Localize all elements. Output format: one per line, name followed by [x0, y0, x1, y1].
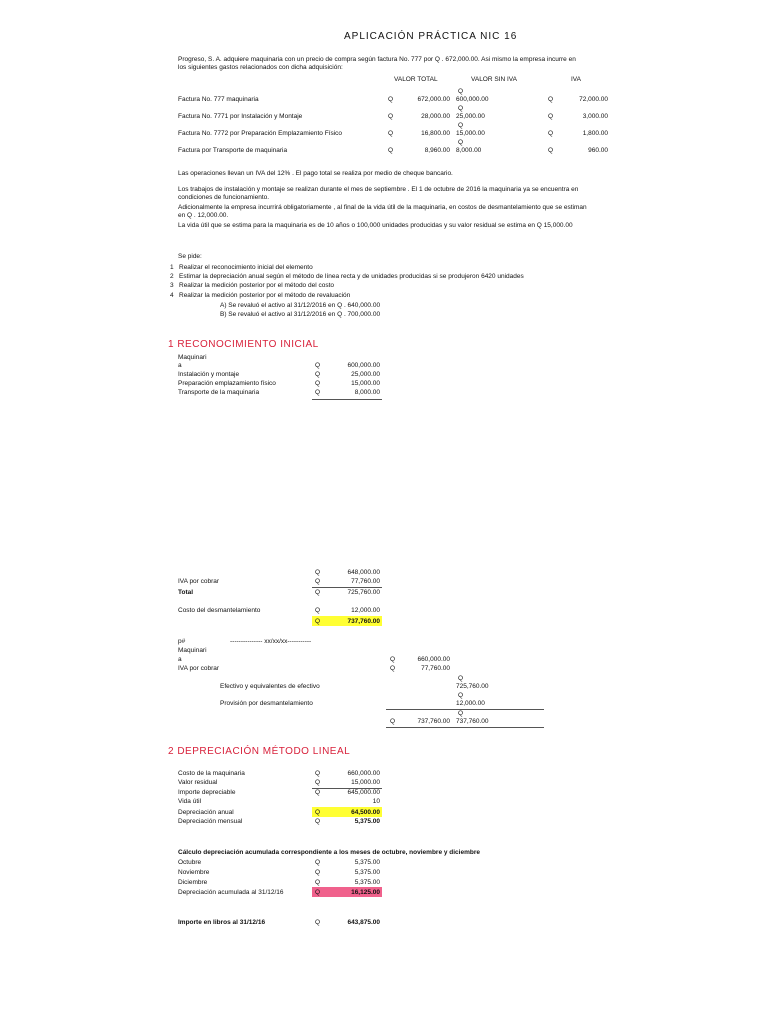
cur-q: Q — [458, 105, 464, 112]
intro-line-2: los siguientes gastos relacionados con dicha adquisición: — [178, 64, 343, 71]
month-label: Octubre — [178, 859, 202, 866]
cur-q: Q — [315, 789, 321, 796]
purchase-iva: 960.00 — [588, 147, 608, 154]
task-text: Estimar la depreciación anual según el método de línea recta y de unidades producidas si se produjeron 6420 unidades — [179, 273, 524, 280]
dep-row-value: 64,500.00 — [351, 809, 380, 816]
note-desmantelamiento-1: Adicionalmente la empresa incurrirá obligatoriamente , al final de la vida útil de la maquinaria, en costos de desmantelamiento que se estiman — [178, 204, 587, 211]
journal-efectivo-label: Efectivo y equivalentes de efectivo — [220, 683, 320, 690]
journal-dashes: --------------- xx/xx/xx----------- — [230, 638, 312, 645]
cur-q: Q — [315, 380, 321, 387]
cur-q: Q — [458, 139, 464, 146]
cur-q: Q — [315, 589, 321, 596]
dep-row-label: Importe depreciable — [178, 789, 236, 796]
total-label: Total — [178, 589, 194, 596]
task-number: 3 — [170, 282, 174, 289]
section-1-heading: 1 RECONOCIMIENTO INICIAL — [168, 339, 319, 350]
purchase-siniva: 25,000.00 — [456, 113, 485, 120]
header-valor-total: VALOR TOTAL — [394, 76, 438, 83]
journal-iva-value: 77,760.00 — [421, 665, 450, 672]
task-number: 1 — [170, 264, 174, 271]
total-divider — [312, 587, 382, 588]
item-label-cont: a — [178, 362, 182, 369]
cur-q: Q — [315, 618, 321, 625]
dep-row-value: 15,000.00 — [351, 779, 380, 786]
item-label: Transporte de la maquinaria — [178, 389, 260, 396]
item-label: Instalación y montaje — [178, 371, 240, 378]
iva-por-cobrar-label: IVA por cobrar — [178, 578, 220, 585]
cur-q: Q — [458, 675, 464, 682]
cur-q: Q — [315, 879, 321, 886]
item-value: 25,000.00 — [351, 371, 380, 378]
purchase-siniva: 600,000.00 — [456, 96, 489, 103]
acumulada-label: Depreciación acumulada al 31/12/16 — [178, 889, 284, 896]
journal-maq-label-cont: a — [178, 656, 182, 663]
cur-q: Q — [315, 818, 321, 825]
cur-q: Q — [315, 578, 321, 585]
item-value: 600,000.00 — [347, 362, 380, 369]
purchase-siniva: 15,000.00 — [456, 130, 485, 137]
subtotal-value: 648,000.00 — [347, 569, 380, 576]
month-label: Noviembre — [178, 869, 210, 876]
purchase-total: 28,000.00 — [421, 113, 450, 120]
journal-total-divider — [386, 709, 544, 710]
libros-value: 643,875.00 — [347, 919, 380, 926]
journal-provision-value: 12,000.00 — [456, 700, 485, 707]
purchase-iva: 1,800.00 — [582, 130, 608, 137]
journal-total-haber: 737,760.00 — [456, 718, 489, 725]
note-vida-util: La vida útil que se estima para la maquinaria es de 10 años o 100,000 unidades producidas y su valor residual se estima en Q 15,000.00 — [178, 222, 573, 229]
cur-q: Q — [315, 362, 321, 369]
cur-q: Q — [548, 147, 554, 154]
cur-q: Q — [458, 88, 464, 95]
purchase-total: 672,000.00 — [417, 96, 450, 103]
purchase-siniva: 8,000.00 — [456, 147, 482, 154]
month-value: 5,375.00 — [354, 859, 380, 866]
dep-row-label: Costo de la maquinaria — [178, 770, 245, 777]
cur-q: Q — [315, 770, 321, 777]
item-label: Preparación emplazamiento físico — [178, 380, 276, 387]
note-instalacion-2: condiciones de funcionamiento. — [178, 194, 270, 201]
month-value: 5,375.00 — [354, 879, 380, 886]
cur-q: Q — [548, 113, 554, 120]
cur-q: Q — [390, 718, 396, 725]
purchase-label: Factura No. 7772 por Preparación Emplazamiento Físico — [178, 130, 343, 137]
cur-q: Q — [458, 122, 464, 129]
cur-q: Q — [315, 919, 321, 926]
journal-header: p# — [178, 638, 186, 645]
desmantelamiento-label: Costo del desmantelamiento — [178, 607, 261, 614]
intro-line-1: Progreso, S. A. adquiere maquinaria con un precio de compra según factura No. 777 por Q . 672,000.00. Asi mismo la empresa incurre en — [178, 56, 576, 63]
libros-label: Importe en libros al 31/12/16 — [178, 919, 266, 926]
cur-q: Q — [390, 656, 396, 663]
task-text: Realizar la medición posterior por el método de revaluación — [179, 292, 351, 299]
purchase-label: Factura por Transporte de maquinaria — [178, 147, 288, 154]
month-label: Diciembre — [178, 879, 208, 886]
task-text: Realizar la medición posterior por el método del costo — [179, 282, 334, 289]
journal-bottom-divider — [386, 727, 544, 728]
iva-por-cobrar-value: 77,760.00 — [351, 578, 380, 585]
section-2-heading: 2 DEPRECIACIÓN MÉTODO LINEAL — [168, 746, 351, 757]
journal-provision-label: Provisión por desmantelamiento — [220, 700, 313, 707]
total-value: 725,760.00 — [347, 589, 380, 596]
cur-q: Q — [315, 779, 321, 786]
calc-title: Cálculo depreciación acumulada correspondiente a los meses de octubre, noviembre y diciembre — [178, 849, 480, 856]
item-label: Maquinari — [178, 354, 207, 361]
subtask-a: A) Se revaluó el activo al 31/12/2016 en Q . 640,000.00 — [220, 302, 381, 309]
cur-q: Q — [315, 869, 321, 876]
cur-q: Q — [548, 96, 554, 103]
purchase-total: 8,960.00 — [424, 147, 450, 154]
note-instalacion-1: Los trabajos de instalación y montaje se realizan durante el mes de septiembre . El 1 de octubre de 2016 la maquinaria ya se encuentra en — [178, 186, 579, 193]
journal-total-debe: 737,760.00 — [417, 718, 450, 725]
task-text: Realizar el reconocimiento inicial del elemento — [179, 264, 313, 271]
cur-q: Q — [315, 607, 321, 614]
subtotal-divider — [312, 399, 382, 400]
task-number: 2 — [170, 273, 174, 280]
note-iva: Las operaciones llevan un IVA del 12% . El pago total se realiza por medio de cheque bancario. — [178, 170, 453, 177]
cur-q: Q — [315, 389, 321, 396]
purchase-iva: 3,000.00 — [582, 113, 608, 120]
cur-q: Q — [315, 809, 321, 816]
cur-q: Q — [315, 859, 321, 866]
item-value: 15,000.00 — [351, 380, 380, 387]
journal-maq-value: 660,000.00 — [417, 656, 450, 663]
dep-row-value: 5,375.00 — [354, 818, 380, 825]
acumulada-value: 16,125.00 — [351, 889, 380, 896]
desmantelamiento-value: 12,000.00 — [351, 607, 380, 614]
dep-row-label: Depreciación anual — [178, 809, 234, 816]
se-pide-label: Se pide: — [178, 253, 202, 260]
dep-row-label: Vida útil — [178, 798, 202, 805]
cur-q: Q — [388, 130, 394, 137]
purchase-total: 16,800.00 — [421, 130, 450, 137]
purchase-label: Factura No. 7771 por Instalación y Montaje — [178, 113, 303, 120]
month-value: 5,375.00 — [354, 869, 380, 876]
cur-q: Q — [458, 692, 464, 699]
cur-q: Q — [388, 96, 394, 103]
cur-q: Q — [388, 113, 394, 120]
journal-iva-label: IVA por cobrar — [178, 665, 220, 672]
dep-row-value: 645,000.00 — [347, 789, 380, 796]
note-desmantelamiento-2: en Q . 12,000.00. — [178, 212, 229, 219]
dep-row-label: Valor residual — [178, 779, 218, 786]
dep-row-value: 10 — [372, 798, 380, 805]
cur-q: Q — [458, 710, 464, 717]
grand-total-value: 737,760.00 — [347, 618, 380, 625]
cur-q: Q — [390, 665, 396, 672]
cur-q: Q — [388, 147, 394, 154]
cur-q: Q — [548, 130, 554, 137]
subtask-b: B) Se revaluó el activo al 31/12/2016 en Q . 700,000.00 — [220, 311, 381, 318]
dep-row-label: Depreciación mensual — [178, 818, 243, 825]
header-iva: IVA — [571, 76, 581, 83]
purchase-label: Factura No. 777 maquinaria — [178, 96, 259, 103]
item-value: 8,000.00 — [354, 389, 380, 396]
page-title: APLICACIÓN PRÁCTICA NIC 16 — [344, 31, 518, 42]
cur-q: Q — [315, 569, 321, 576]
journal-efectivo-value: 725,760.00 — [456, 683, 489, 690]
cur-q: Q — [315, 889, 321, 896]
cur-q: Q — [315, 371, 321, 378]
journal-maq-label: Maquinari — [178, 647, 207, 654]
header-valor-sin-iva: VALOR SIN IVA — [471, 76, 517, 83]
task-number: 4 — [170, 292, 174, 299]
dep-row-value: 660,000.00 — [347, 770, 380, 777]
purchase-iva: 72,000.00 — [579, 96, 608, 103]
